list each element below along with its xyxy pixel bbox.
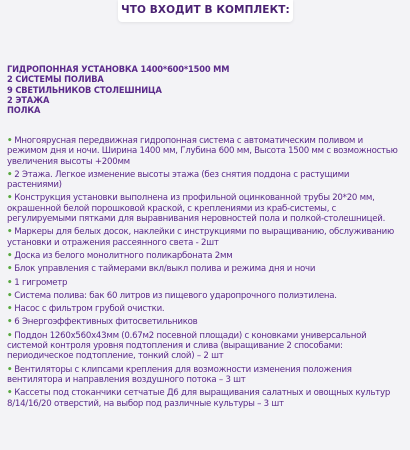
list-item	[7, 304, 405, 314]
bullet-icon: •	[7, 169, 13, 180]
list-item-text: 6 Энергоэффективных фитосветильников	[14, 317, 198, 328]
list-item	[7, 227, 405, 248]
page-title: ЧТО ВХОДИТ В КОМПЛЕКТ:	[121, 4, 290, 16]
summary-line: 9 СВЕТИЛЬНИКОВ СТОЛЕШНИЦА	[7, 84, 162, 96]
list-item-text: Поддон 1260х560х43мм (0.67м2 посевной площади) с коновками универсальной системой контроля уровня подтопления и слива (выращивание 2 способами: периодическое подтопление, тонкий слой) – 2 шт	[7, 330, 367, 362]
summary-line: ГИДРОПОННАЯ УСТАНОВКА 1400*600*1500 ММ	[7, 64, 230, 75]
list-item	[7, 136, 405, 167]
bullet-icon: •	[7, 364, 13, 375]
header-tab	[118, 0, 293, 22]
feature-list	[7, 136, 405, 412]
list-item-text: Насос с фильтром грубой очистки.	[14, 304, 165, 315]
list-item-text: 1 гигрометр	[14, 277, 68, 288]
bullet-icon: •	[7, 277, 13, 288]
summary-line: ПОЛКА	[7, 105, 41, 117]
bullet-icon: •	[7, 304, 13, 315]
list-item	[7, 291, 405, 301]
list-item	[7, 193, 405, 224]
bullet-icon: •	[7, 136, 13, 146]
bullet-icon: •	[7, 193, 13, 204]
list-item	[7, 388, 405, 409]
list-item-text: Система полива: бак 60 литров из пищевого ударопрочного полиэтилена.	[14, 290, 337, 301]
list-item-text: Доска из белого монолитного поликарбоната 2мм	[14, 250, 233, 261]
list-item	[7, 251, 405, 261]
bullet-icon: •	[7, 250, 13, 261]
list-item	[7, 278, 405, 288]
summary-line: 2 ЭТАЖА	[7, 94, 50, 106]
kit-summary	[7, 65, 403, 116]
list-item	[7, 170, 405, 191]
bullet-icon: •	[7, 290, 13, 301]
list-item-text: Маркеры для белых досок, наклейки с инструкциями по выращиванию, обслуживанию установки и отражения рассеянного света - 2шт	[7, 227, 394, 248]
list-item-text: Кассеты под стоканчики сетчатые Д6 для выращивания салатных и овощных культур 8/14/16/20 отверстий, на выбор под различные культуры – 3 шт	[7, 388, 391, 409]
bullet-icon: •	[7, 388, 13, 399]
list-item	[7, 317, 405, 327]
bullet-icon: •	[7, 227, 13, 238]
bullet-icon: •	[7, 317, 13, 328]
list-item-text: Конструкция установки выполнена из профильной оцинкованной трубы 20*20 мм, окрашенной белой порошковой краской, с креплениями из краб-системы, с регулируемыми пятками для выравнивания неровностей пола и полкой-столешницей.	[7, 193, 386, 225]
list-item-text: Многоярусная передвижная гидропонная система с автоматическим поливом и режимом дня и ночи. Ширина 1400 мм, Глубина 600 мм, Высота 1500 мм с возможностью увеличения высоты +200мм	[7, 136, 398, 167]
bullet-icon: •	[7, 330, 13, 341]
summary-line: 2 СИСТЕМЫ ПОЛИВА	[7, 74, 104, 86]
list-item-text: Вентиляторы с клипсами крепления для возможности изменения положения вентилятора и направления воздушного потока – 3 шт	[7, 364, 352, 385]
list-item	[7, 331, 405, 362]
list-item-text: 2 Этажа. Легкое изменение высоты этажа (без снятия поддона с растущими растениями)	[7, 169, 350, 191]
list-item	[7, 365, 405, 386]
bullet-icon: •	[7, 264, 13, 275]
list-item-text: Блок управления с таймерами вкл/выкл полива и режима дня и ночи	[14, 264, 316, 275]
list-item	[7, 264, 405, 274]
